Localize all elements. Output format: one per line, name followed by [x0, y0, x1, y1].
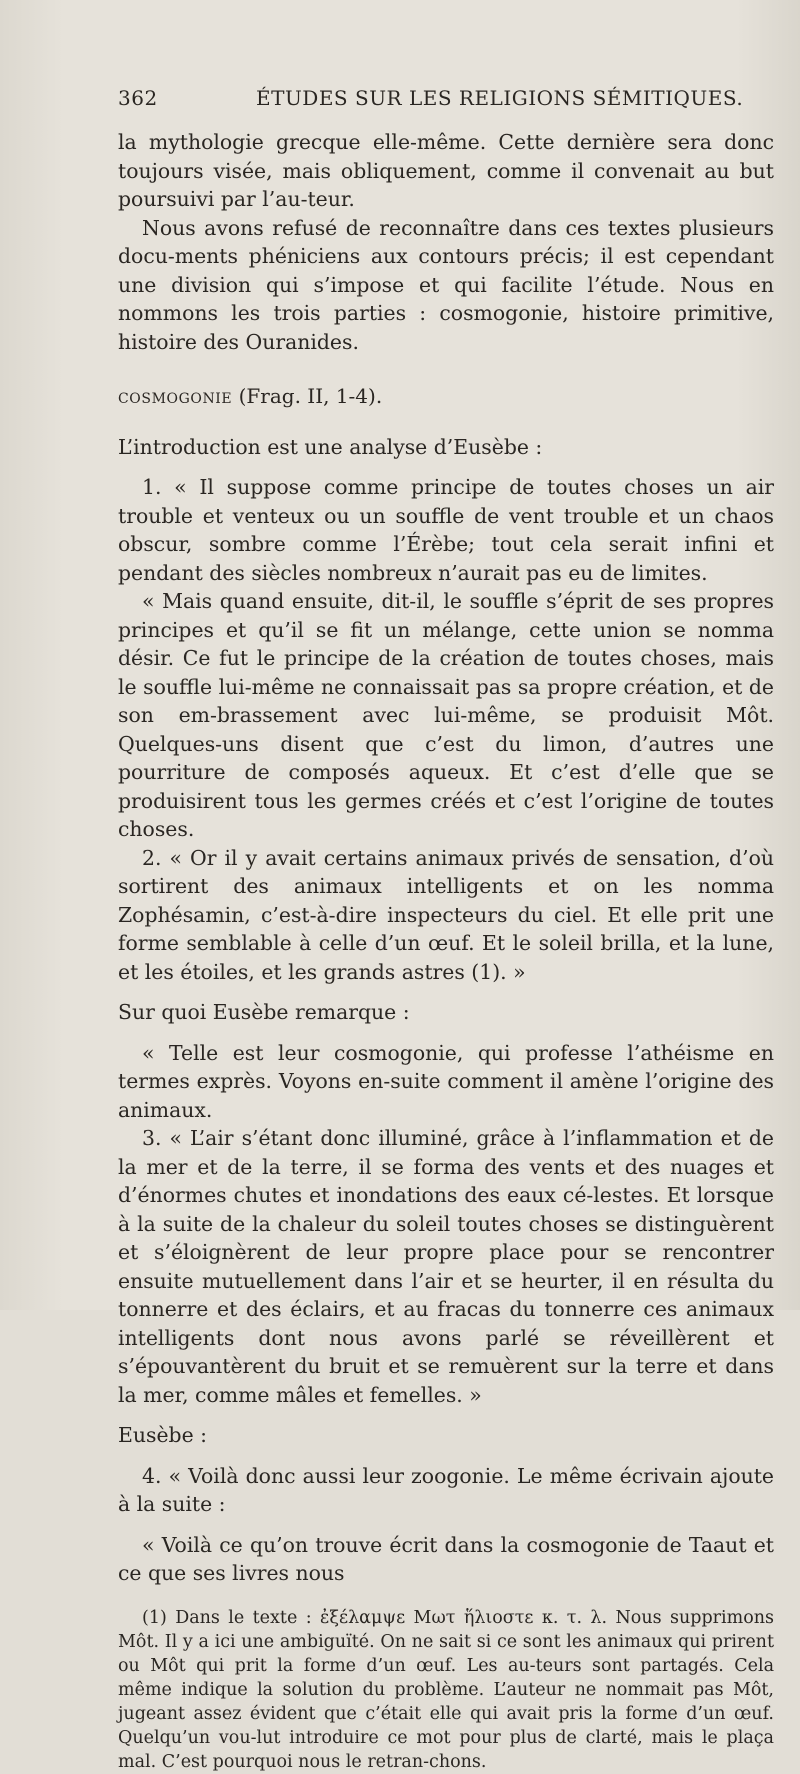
paragraph-fragment-1: 1. « Il suppose comme principe de toutes choses un air trouble et venteux ou un souffle de vent trouble et un chaos obscur, sombre comme l’Érèbe; tout cela serait infini et pendant des siècles nombreux n’aurait pas eu de limites.: [118, 475, 774, 585]
section-title: [118, 382, 774, 411]
paragraph-fragment-4: 4. « Voilà donc aussi leur zoogonie. Le même écrivain ajoute à la suite :: [118, 1463, 774, 1516]
intro-line: L’introduction est une analyse d’Eusèbe :: [118, 434, 543, 459]
page-header: [118, 86, 744, 116]
page-number: 362: [118, 86, 158, 110]
paragraph-fragment-3: 3. « L’air s’étant donc illuminé, grâce à l’inflammation et de la mer et de la terre, il se forma des vents et des nuages et d’énormes chutes et inondations des eaux cé-lestes. Et lorsque à la suite de la chaleur du soleil toutes choses se distinguèrent et s’éloignèrent de leur propre place pour se rencontrer ensuite mutuellement dans l’air et se heurter, il en résulta du tonnerre et des éclairs, et au fracas du tonnerre ces animaux intelligents dont nous avons parlé se réveillèrent et s’épouvantèrent du bruit et se remuèrent sur la terre et dans la mer, comme mâles et femelles. »: [118, 1126, 774, 1407]
running-title: ÉTUDES SUR LES RELIGIONS SÉMITIQUES.: [256, 86, 744, 110]
section-title-ref: (Frag. II, 1-4).: [238, 384, 383, 408]
paragraph-fragment-1-cont: « Mais quand ensuite, dit-il, le souffle s’éprit de ses propres principes et qu’il se fit un mélange, cette union se nomma désir. Ce fut le principe de la création de toutes choses, mais le souffle lui-même ne connaissait pas sa propre création, et de son em-brassement avec lui-même, se produisit Môt. Quelques-uns disent que c’est du limon, d’autres une pourriture de composés aqueux. Et c’est d’elle que se produisirent tous les germes créés et c’est l’origine de toutes choses.: [118, 589, 774, 841]
paragraph-taaut: « Voilà ce qu’on trouve écrit dans la cosmogonie de Taaut et ce que ses livres nous: [118, 1532, 774, 1585]
paragraph-continuation: la mythologie grecque elle-même. Cette dernière sera donc toujours visée, mais obliquement, comme il convenait au but poursuivi par l’au-teur.: [118, 130, 774, 211]
remark-line: Sur quoi Eusèbe remarque :: [118, 1000, 410, 1024]
paragraph-division: Nous avons refusé de reconnaître dans ces textes plusieurs docu-ments phéniciens aux contours précis; il est cependant une division qui s’impose et qui facilite l’étude. Nous en nommons les trois parties : cosmogonie, histoire primitive, histoire des Ouranides.: [118, 215, 774, 354]
paragraph-cosmogony: « Telle est leur cosmogonie, qui professe l’athéisme en termes exprès. Voyons en-suite comment il amène l’origine des animaux.: [118, 1040, 774, 1122]
page-body: [118, 128, 774, 1774]
eusebe-line: Eusèbe :: [118, 1423, 208, 1447]
footnote: (1) Dans le texte : ἐξέλαμψε Μωτ ἥλιοστε κ. τ. λ. Nous supprimons Môt. Il y a ici une ambiguïté. On ne sait si ce sont les animaux qui prirent ou Môt qui prit la forme d’un œuf. Les au-teurs sont partagés. Cela même indique la solution du problème. L’auteur ne nommait pas Môt, jugeant assez évident que c’était elle qui avait pris la forme d’un œuf. Quelqu’un vou-lut introduire ce mot pour plus de clarté, mais le plaça mal. C’est pourquoi nous le retran-chons.: [118, 1607, 774, 1772]
paragraph-fragment-2: 2. « Or il y avait certains animaux privés de sensation, d’où sortirent des animaux intelligents et on les nomma Zophésamin, c’est-à-dire inspecteurs du ciel. Et elle prit une forme semblable à celle d’un œuf. Et le soleil brilla, et la lune, et les étoiles, et les grands astres (1). »: [118, 845, 774, 984]
section-title-name: cosmogonie: [118, 384, 233, 408]
